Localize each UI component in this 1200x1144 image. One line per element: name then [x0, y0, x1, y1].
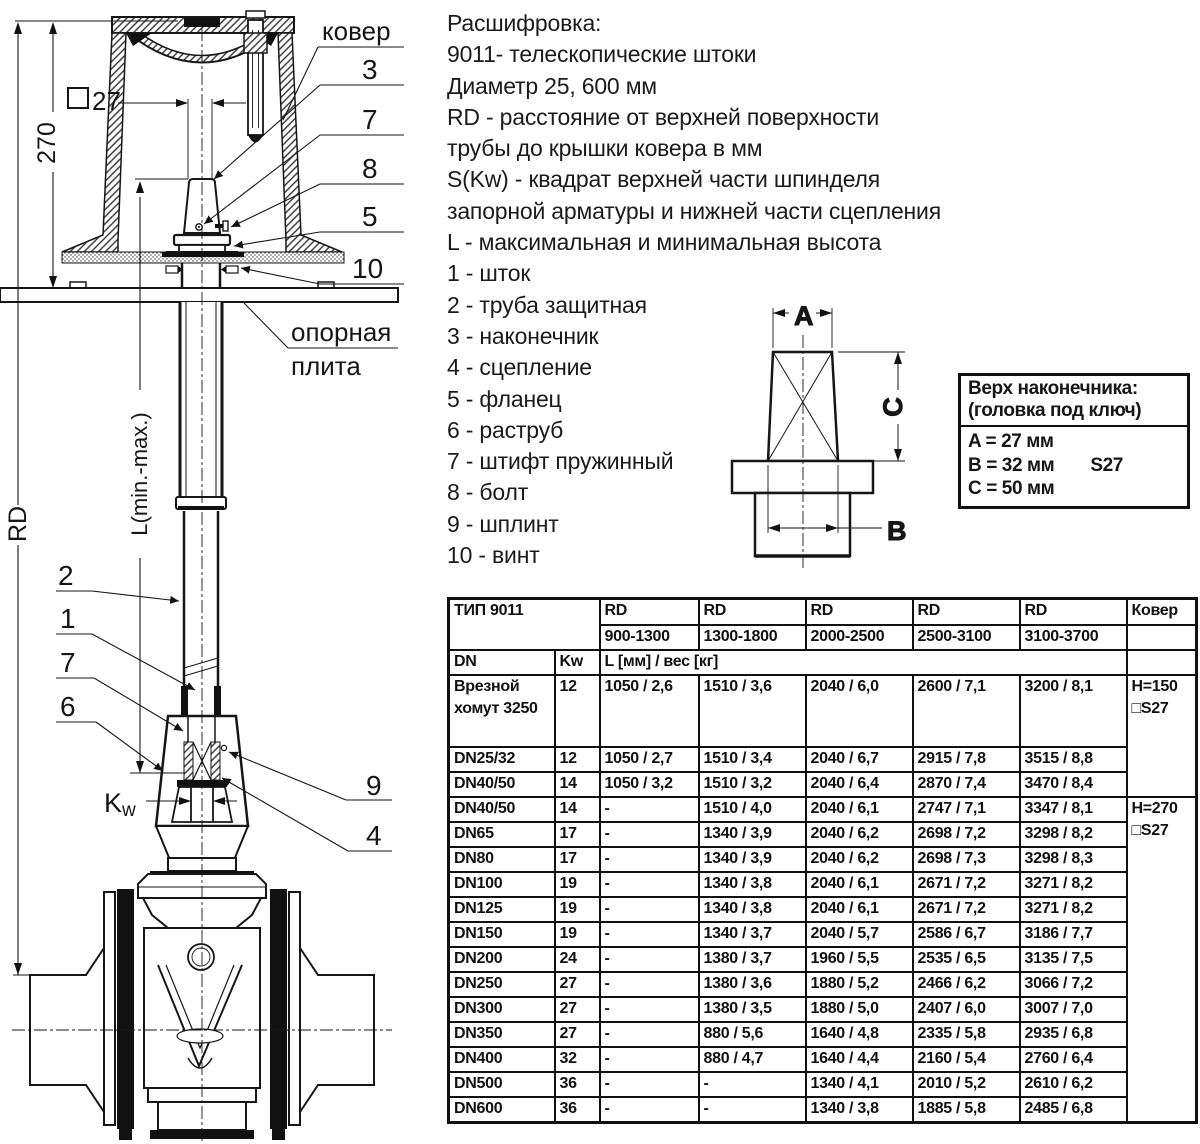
- legend-line: L - максимальная и минимальная высота: [447, 229, 882, 256]
- callout-4: 4: [366, 820, 382, 851]
- table-row: [449, 1097, 1197, 1123]
- cell-value: -: [600, 1022, 699, 1047]
- cell-dn: DN100: [449, 872, 555, 897]
- plate-label-2: плита: [291, 351, 361, 381]
- legend-line: RD - расстояние от верхней поверхности: [447, 103, 880, 130]
- cell-value: 2698 / 7,3: [913, 847, 1020, 872]
- legend-line: 2 - труба защитная: [447, 291, 647, 318]
- cell-value: -: [600, 997, 699, 1022]
- header-range: 2500-3100: [913, 625, 1020, 650]
- cell-value: 2466 / 6,2: [913, 972, 1020, 997]
- header-dn: DN: [449, 650, 555, 675]
- cell-value: 2870 / 7,4: [913, 772, 1020, 797]
- cell-value: 880 / 4,7: [699, 1047, 806, 1072]
- header-kw: Kw: [555, 650, 600, 675]
- cell-dn: DN500: [449, 1072, 555, 1097]
- dim-c-label: C: [878, 397, 908, 417]
- spec-table: [447, 597, 1198, 1124]
- callout-2: 2: [58, 560, 74, 591]
- table-row: [449, 897, 1197, 922]
- cell-kw: 27: [555, 997, 600, 1022]
- table-row: [449, 797, 1197, 822]
- cell-value: 1960 / 5,5: [806, 947, 913, 972]
- cell-value: -: [699, 1072, 806, 1097]
- square-symbol: [68, 88, 88, 108]
- callout-7b: 7: [60, 647, 76, 678]
- cell-dn: DN400: [449, 1047, 555, 1072]
- header-range: 900-1300: [600, 625, 699, 650]
- cell-dn: DN350: [449, 1022, 555, 1047]
- coupling-socket: [146, 716, 248, 826]
- dim-l: L(min.-max.): [127, 412, 152, 536]
- header-range: 3100-3700: [1020, 625, 1127, 650]
- tip-dim-a: A = 27 мм: [968, 431, 1054, 452]
- cell-value: 2586 / 6,7: [913, 922, 1020, 947]
- cell-kw: 19: [555, 922, 600, 947]
- cell-dn: DN600: [449, 1097, 555, 1123]
- cell-kw: 17: [555, 847, 600, 872]
- cell-dn: DN40/50: [449, 797, 555, 822]
- legend-line: 3 - наконечник: [447, 322, 599, 349]
- cell-dn: DN40/50: [449, 772, 555, 797]
- header-kover-empty: [1127, 650, 1197, 675]
- cell-kw: 27: [555, 972, 600, 997]
- cell-kover: H=270 □S27: [1127, 797, 1197, 1123]
- cell-dn: DN250: [449, 972, 555, 997]
- cell-value: 2040 / 6,7: [806, 747, 913, 772]
- callout-9: 9: [366, 770, 382, 801]
- tip-s27: S27: [1090, 454, 1123, 476]
- legend-line: 9011- телескопические штоки: [447, 41, 757, 68]
- cell-kw: 19: [555, 897, 600, 922]
- cell-dn: DN125: [449, 897, 555, 922]
- cell-value: 1340 / 4,1: [806, 1072, 913, 1097]
- cell-value: -: [600, 872, 699, 897]
- cell-value: 2671 / 7,2: [913, 897, 1020, 922]
- cell-dn: DN150: [449, 922, 555, 947]
- header-range: 2000-2500: [806, 625, 913, 650]
- cell-value: 1340 / 3,8: [806, 1097, 913, 1123]
- header-l-ves: L [мм] / вес [кг]: [600, 650, 1127, 675]
- cell-kw: 19: [555, 872, 600, 897]
- legend-line: 4 - сцепление: [447, 354, 592, 381]
- cell-value: 1640 / 4,8: [806, 1022, 913, 1047]
- cell-kw: 14: [555, 772, 600, 797]
- cell-value: 2407 / 6,0: [913, 997, 1020, 1022]
- cell-value: 2040 / 6,1: [806, 897, 913, 922]
- dim-rd: RD: [4, 505, 32, 543]
- cell-value: -: [600, 797, 699, 822]
- table-row: [449, 1022, 1197, 1047]
- callout-3: 3: [362, 54, 378, 85]
- cell-value: 2010 / 5,2: [913, 1072, 1020, 1097]
- cell-value: 3066 / 7,2: [1020, 972, 1127, 997]
- table-row: [449, 947, 1197, 972]
- cell-value: 1880 / 5,0: [806, 997, 913, 1022]
- legend-line: 5 - фланец: [447, 385, 562, 412]
- cotter-pin: [221, 745, 226, 750]
- cell-value: 1510 / 3,6: [699, 675, 806, 747]
- cell-value: 2040 / 5,7: [806, 922, 913, 947]
- cell-value: 1340 / 3,9: [699, 822, 806, 847]
- header-kover: Ковер: [1127, 599, 1197, 625]
- dim-b-label: B: [887, 516, 907, 546]
- cell-kw: 36: [555, 1097, 600, 1123]
- cell-value: -: [600, 847, 699, 872]
- header-range: 1300-1800: [699, 625, 806, 650]
- cell-value: -: [600, 972, 699, 997]
- small-bolt: [215, 224, 223, 228]
- cell-value: 1340 / 3,8: [699, 897, 806, 922]
- cell-value: 1510 / 3,2: [699, 772, 806, 797]
- kover-label: ковер: [322, 16, 391, 46]
- cell-value: 3200 / 8,1: [1020, 675, 1127, 747]
- legend-line: S(Kw) - квадрат верхней части шпинделя: [447, 166, 881, 193]
- set-screw-left: [166, 266, 178, 273]
- cell-kw: 27: [555, 1022, 600, 1047]
- cell-value: 2698 / 7,2: [913, 822, 1020, 847]
- legend-line: 1 - шток: [447, 260, 531, 287]
- cell-value: 1640 / 4,4: [806, 1047, 913, 1072]
- cell-dn: DN200: [449, 947, 555, 972]
- table-row: [449, 675, 1197, 747]
- header-rd: RD: [1020, 599, 1127, 625]
- cell-value: 1340 / 3,7: [699, 922, 806, 947]
- tip-box-header-1: Верх наконечника:: [968, 378, 1138, 399]
- cell-value: 2760 / 6,4: [1020, 1047, 1127, 1072]
- cell-value: 1380 / 3,5: [699, 997, 806, 1022]
- header-rd: RD: [699, 599, 806, 625]
- cell-value: 2335 / 5,8: [913, 1022, 1020, 1047]
- support-plate: [0, 282, 398, 302]
- cell-value: 2935 / 6,8: [1020, 1022, 1127, 1047]
- cell-value: 3135 / 7,5: [1020, 947, 1127, 972]
- legend-line: 7 - штифт пружинный: [447, 448, 674, 475]
- dim-27: 27: [92, 86, 121, 116]
- cell-value: 2535 / 6,5: [913, 947, 1020, 972]
- header-rd: RD: [913, 599, 1020, 625]
- cover-left-wall: [62, 33, 126, 252]
- callout-8: 8: [362, 153, 378, 184]
- legend-line: запорной арматуры и нижней части сцепления: [447, 197, 941, 224]
- table-row: [449, 972, 1197, 997]
- table-row: [449, 1072, 1197, 1097]
- cell-value: 1885 / 5,8: [913, 1097, 1020, 1123]
- cell-value: 3271 / 8,2: [1020, 872, 1127, 897]
- legend-line: трубы до крышки ковера в мм: [447, 135, 763, 162]
- cell-kw: 36: [555, 1072, 600, 1097]
- cell-value: 2040 / 6,4: [806, 772, 913, 797]
- tip-dim-b: B = 32 мм: [968, 454, 1055, 476]
- legend-line: 8 - болт: [447, 479, 529, 506]
- tip-box-header-2: (головка под ключ): [968, 400, 1142, 421]
- cell-value: 2040 / 6,2: [806, 847, 913, 872]
- cell-value: 1510 / 4,0: [699, 797, 806, 822]
- cell-value: 3298 / 8,3: [1020, 847, 1127, 872]
- cell-value: 2040 / 6,1: [806, 797, 913, 822]
- cell-value: -: [600, 822, 699, 847]
- cell-value: 3347 / 8,1: [1020, 797, 1127, 822]
- cell-value: 1050 / 2,6: [600, 675, 699, 747]
- cell-kover: H=150 □S27: [1127, 675, 1197, 797]
- cell-value: -: [600, 1047, 699, 1072]
- cell-dn: DN300: [449, 997, 555, 1022]
- cell-kw: 24: [555, 947, 600, 972]
- callout-6: 6: [60, 691, 76, 722]
- legend-line: 10 - винт: [447, 542, 540, 569]
- legend-line: Диаметр 25, 600 мм: [447, 72, 657, 99]
- cell-value: 1510 / 3,4: [699, 747, 806, 772]
- cell-value: -: [600, 897, 699, 922]
- cell-value: 1050 / 3,2: [600, 772, 699, 797]
- cell-value: 2485 / 6,8: [1020, 1097, 1127, 1123]
- table-row: [449, 772, 1197, 797]
- header-kover-empty: [1127, 625, 1197, 650]
- cell-value: -: [699, 1097, 806, 1123]
- seat-ring: [177, 1029, 223, 1043]
- table-row: [449, 997, 1197, 1022]
- cell-value: 3470 / 8,4: [1020, 772, 1127, 797]
- callout-10: 10: [352, 253, 384, 284]
- cell-value: 2160 / 5,4: [913, 1047, 1020, 1072]
- cell-value: 2040 / 6,2: [806, 822, 913, 847]
- cell-dn: DN25/32: [449, 747, 555, 772]
- cell-value: 2747 / 7,1: [913, 797, 1020, 822]
- table-row: [449, 922, 1197, 947]
- cell-value: -: [600, 1072, 699, 1097]
- cell-value: 2040 / 6,0: [806, 675, 913, 747]
- tip-dim-c: C = 50 мм: [968, 478, 1055, 499]
- kw-label: Kw: [104, 788, 136, 821]
- cell-value: 2040 / 6,1: [806, 872, 913, 897]
- table-row: [449, 872, 1197, 897]
- cell-kw: 14: [555, 797, 600, 822]
- cell-value: -: [600, 947, 699, 972]
- set-screw-right: [226, 266, 238, 273]
- cell-dn: DN80: [449, 847, 555, 872]
- cell-value: 880 / 5,6: [699, 1022, 806, 1047]
- callout-5: 5: [362, 201, 378, 232]
- tip-info-box: [958, 373, 1190, 509]
- cell-value: 1880 / 5,2: [806, 972, 913, 997]
- header-tip: ТИП 9011: [449, 599, 600, 650]
- cell-kw: 32: [555, 1047, 600, 1072]
- cover-bolt: [244, 11, 267, 143]
- lifting-lug: [184, 18, 220, 27]
- cell-value: 1340 / 3,8: [699, 872, 806, 897]
- cell-value: 3271 / 8,2: [1020, 897, 1127, 922]
- cell-value: 3515 / 8,8: [1020, 747, 1127, 772]
- plate-label-1: опорная: [291, 317, 392, 347]
- cell-kw: 17: [555, 822, 600, 847]
- cell-value: -: [600, 922, 699, 947]
- cell-kw: 12: [555, 675, 600, 747]
- callout-1: 1: [60, 603, 76, 634]
- cell-value: 2600 / 7,1: [913, 675, 1020, 747]
- cell-value: 1050 / 2,7: [600, 747, 699, 772]
- legend-line: 6 - раструб: [447, 416, 564, 443]
- telescopic-tube: [176, 302, 226, 716]
- cell-value: 1340 / 3,9: [699, 847, 806, 872]
- header-rd: RD: [600, 599, 699, 625]
- table-row: [449, 747, 1197, 772]
- dim-270: 270: [33, 122, 61, 164]
- cell-value: 2915 / 7,8: [913, 747, 1020, 772]
- cell-kw: 12: [555, 747, 600, 772]
- cell-value: 3298 / 8,2: [1020, 822, 1127, 847]
- dim-a-label: A: [794, 301, 814, 331]
- legend-title: Расшифровка:: [447, 10, 602, 36]
- callout-7: 7: [362, 104, 378, 135]
- table-row: [449, 847, 1197, 872]
- cell-value: 3186 / 7,7: [1020, 922, 1127, 947]
- cell-dn: Врезной хомут 3250: [449, 675, 555, 747]
- cell-value: -: [600, 1097, 699, 1123]
- cell-dn: DN65: [449, 822, 555, 847]
- legend-line: 9 - шплинт: [447, 510, 559, 537]
- cell-value: 2671 / 7,2: [913, 872, 1020, 897]
- cell-value: 1380 / 3,6: [699, 972, 806, 997]
- cell-value: 2610 / 6,2: [1020, 1072, 1127, 1097]
- table-row: [449, 1047, 1197, 1072]
- header-rd: RD: [806, 599, 913, 625]
- cell-value: 3007 / 7,0: [1020, 997, 1127, 1022]
- cell-value: 1380 / 3,7: [699, 947, 806, 972]
- table-row: [449, 822, 1197, 847]
